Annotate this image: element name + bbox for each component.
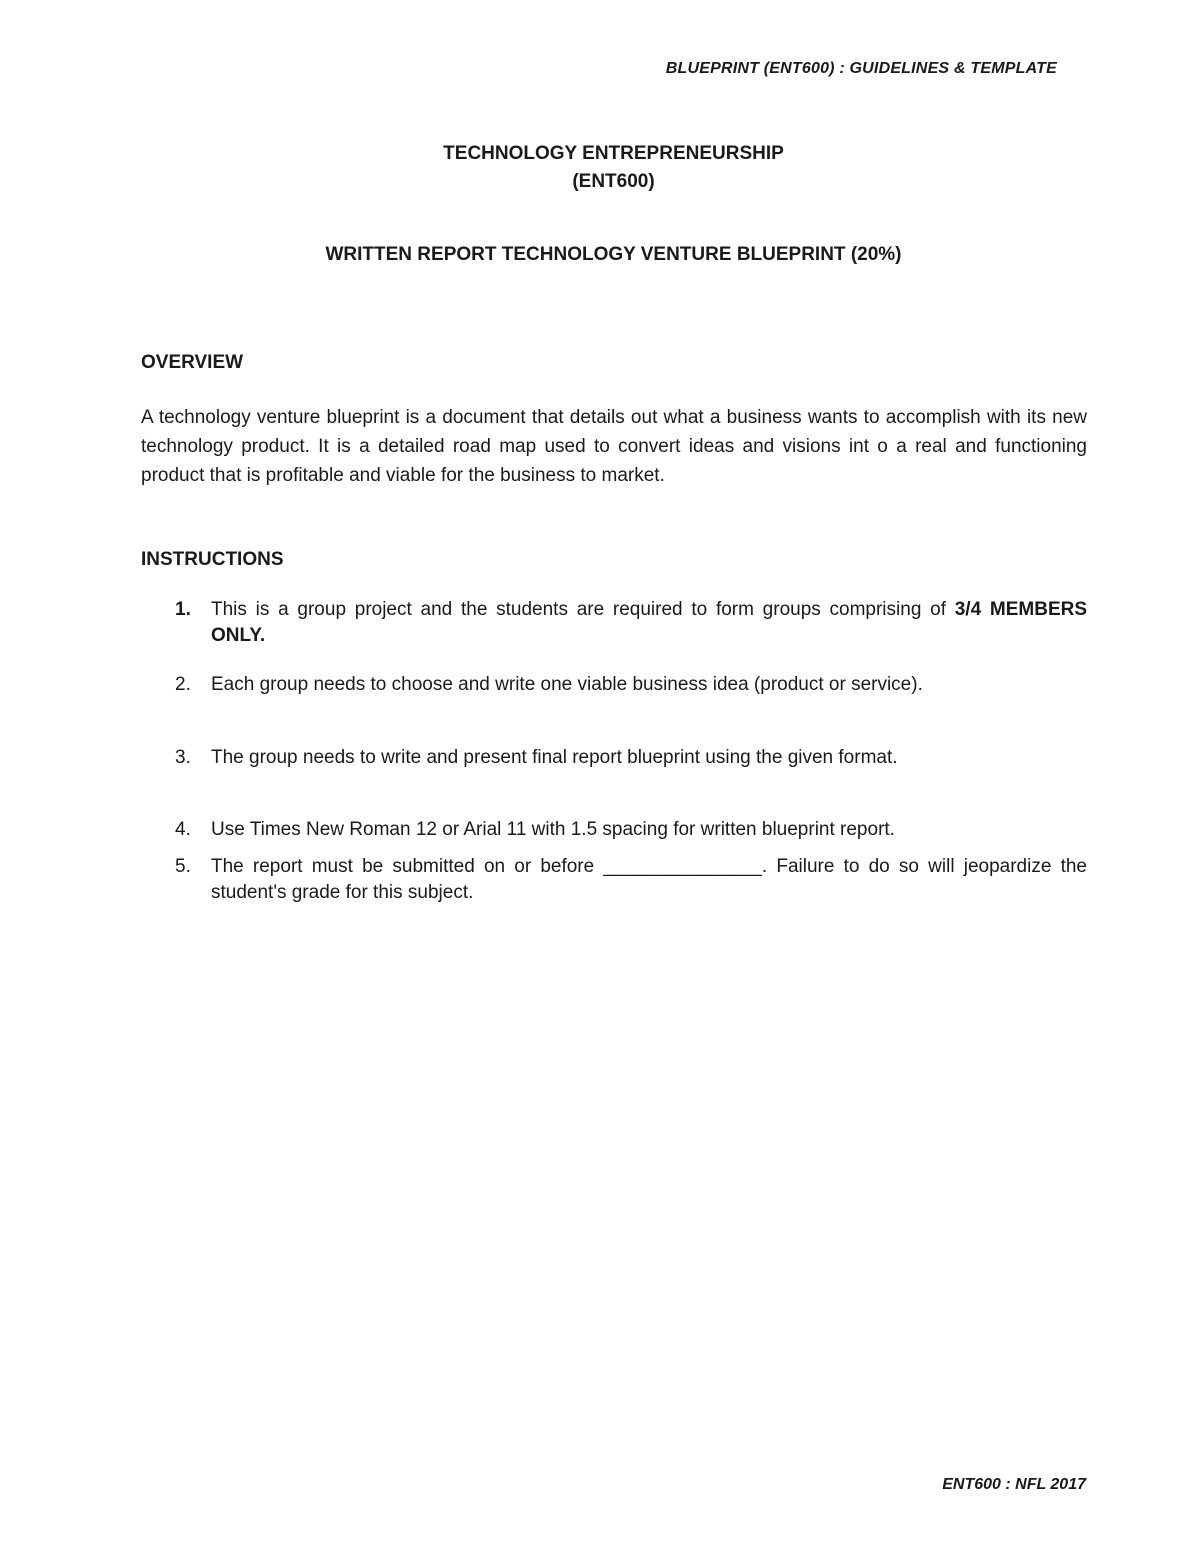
overview-paragraph: A technology venture blueprint is a document that details out what a business wants to accomplish with its new technology product. It is a detailed road map used to convert ideas and visions int o a real and functioning product that is profitable and viable for the business to market. xyxy=(141,407,1087,486)
instruction-number: 4. xyxy=(175,819,191,840)
running-footer: ENT600 : NFL 2017 xyxy=(942,1476,1086,1493)
instruction-text: The report must be submitted on or before _______________. Failure to do so will jeopardize the student's grade for this subject. xyxy=(211,856,1087,903)
instruction-text: Use Times New Roman 12 or Arial 11 with 1.5 spacing for written blueprint report. xyxy=(211,819,895,840)
instruction-item-5 xyxy=(141,854,1087,906)
overview-heading: OVERVIEW xyxy=(141,352,244,373)
instruction-text-main: This is a group project and the students are required to form groups comprising of xyxy=(211,599,955,620)
report-title: WRITTEN REPORT TECHNOLOGY VENTURE BLUEPRINT (20%) xyxy=(325,244,902,265)
instruction-emphasis: 3/4 MEMBERS ONLY. xyxy=(211,599,1088,646)
course-title: TECHNOLOGY ENTREPRENEURSHIP xyxy=(443,143,784,164)
instruction-text: Each group needs to choose and write one viable business idea (product or service). xyxy=(211,674,923,695)
instruction-item-4 xyxy=(141,817,1087,843)
running-header: BLUEPRINT (ENT600) : GUIDELINES & TEMPLATE xyxy=(665,60,1057,77)
instruction-number: 3. xyxy=(175,747,191,768)
instruction-item-2 xyxy=(141,672,1087,698)
instruction-number: 2. xyxy=(175,674,191,695)
instruction-number: 1. xyxy=(175,599,191,620)
instructions-heading: INSTRUCTIONS xyxy=(141,549,284,570)
instruction-item-3 xyxy=(141,745,1087,771)
instruction-number: 5. xyxy=(175,856,191,877)
course-code: (ENT600) xyxy=(572,171,655,192)
instruction-item-1 xyxy=(141,597,1087,649)
instruction-text xyxy=(211,597,1087,649)
instruction-text: The group needs to write and present final report blueprint using the given format. xyxy=(211,747,898,768)
